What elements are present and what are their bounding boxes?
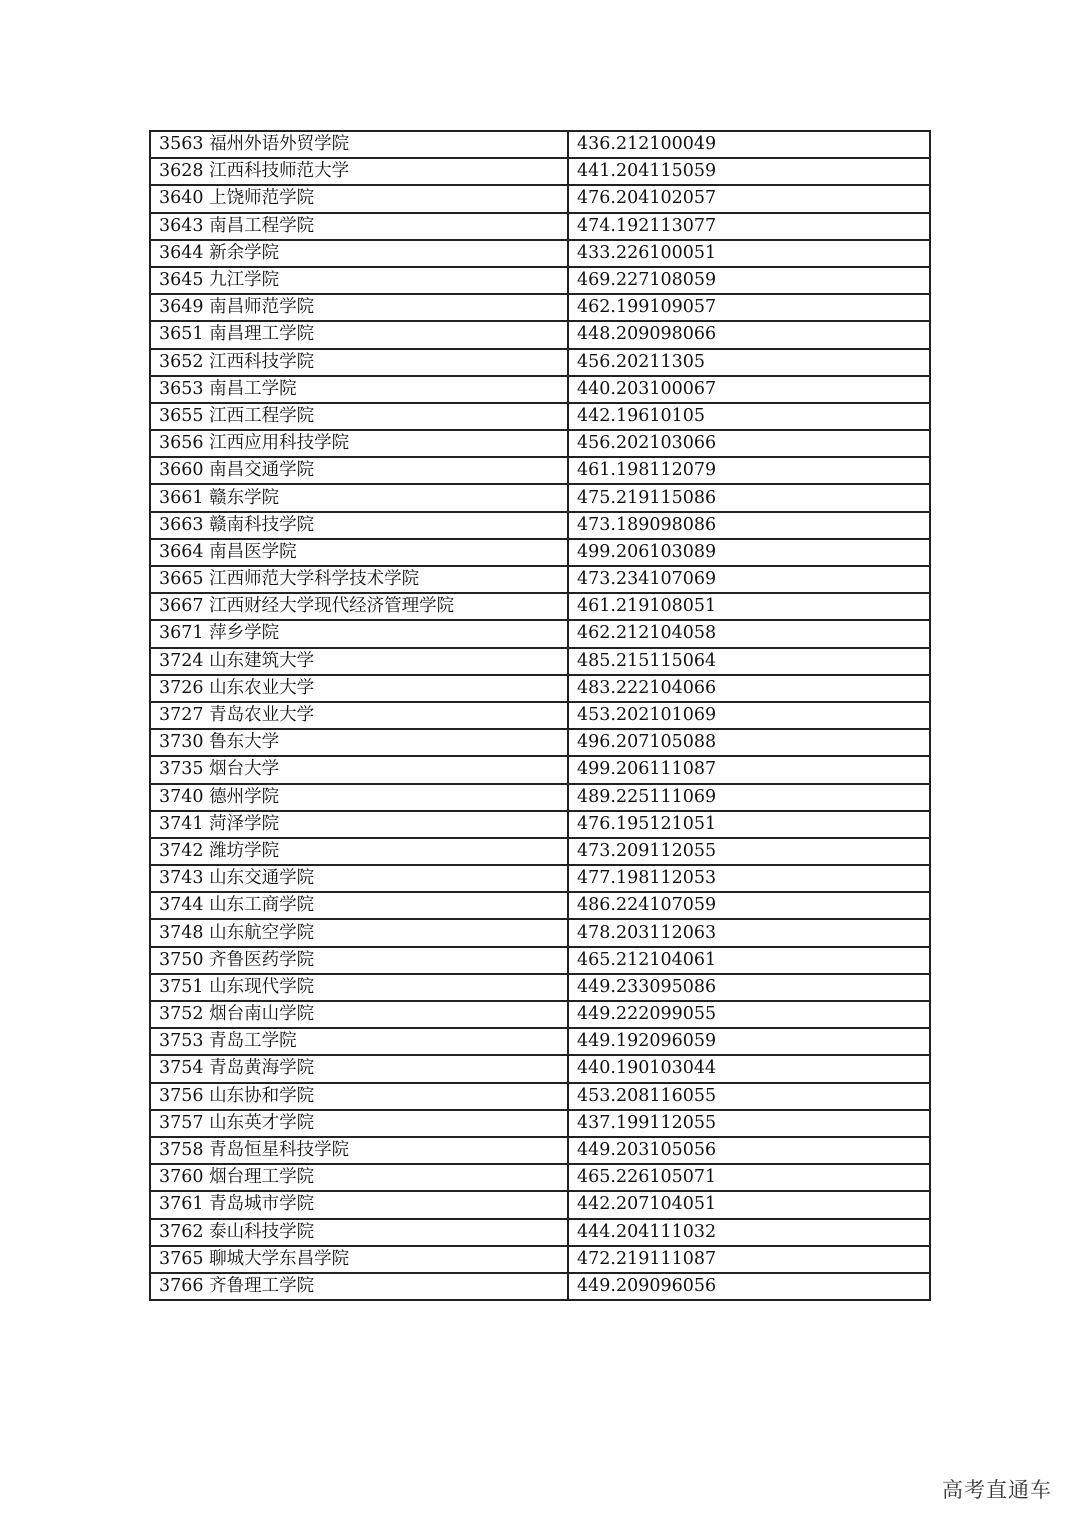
table-row (150, 1273, 930, 1300)
score-cell: 456.20211305 (568, 349, 930, 376)
score-cell: 486.224107059 (568, 892, 930, 919)
institution-cell: 3761 青岛城市学院 (150, 1191, 568, 1218)
score-cell: 477.198112053 (568, 865, 930, 892)
score-cell: 496.207105088 (568, 729, 930, 756)
score-cell: 462.212104058 (568, 620, 930, 647)
score-cell: 474.192113077 (568, 213, 930, 240)
score-cell: 485.215115064 (568, 648, 930, 675)
institution-cell: 3758 青岛恒星科技学院 (150, 1137, 568, 1164)
table-row (150, 620, 930, 647)
score-cell: 449.203105056 (568, 1137, 930, 1164)
institution-cell: 3665 江西师范大学科学技术学院 (150, 566, 568, 593)
score-cell: 449.209096056 (568, 1273, 930, 1300)
table-row (150, 240, 930, 267)
table-row (150, 185, 930, 212)
table-row (150, 947, 930, 974)
institution-cell: 3724 山东建筑大学 (150, 648, 568, 675)
score-cell: 441.204115059 (568, 158, 930, 185)
institution-cell: 3735 烟台大学 (150, 756, 568, 783)
table-row (150, 430, 930, 457)
institution-cell: 3671 萍乡学院 (150, 620, 568, 647)
score-cell: 472.219111087 (568, 1246, 930, 1273)
table-row (150, 403, 930, 430)
score-cell: 442.19610105 (568, 403, 930, 430)
institution-cell: 3741 菏泽学院 (150, 811, 568, 838)
score-cell: 433.226100051 (568, 240, 930, 267)
table-row (150, 1164, 930, 1191)
score-cell: 453.202101069 (568, 702, 930, 729)
score-cell: 465.226105071 (568, 1164, 930, 1191)
score-cell: 478.203112063 (568, 919, 930, 946)
score-cell: 448.209098066 (568, 321, 930, 348)
institution-cell: 3652 江西科技学院 (150, 349, 568, 376)
institution-cell: 3742 潍坊学院 (150, 838, 568, 865)
institution-cell: 3756 山东协和学院 (150, 1083, 568, 1110)
score-cell: 465.212104061 (568, 947, 930, 974)
table-row (150, 919, 930, 946)
table-row (150, 1028, 930, 1055)
table-row (150, 648, 930, 675)
institution-cell: 3644 新余学院 (150, 240, 568, 267)
score-cell: 461.219108051 (568, 593, 930, 620)
score-cell: 449.222099055 (568, 1001, 930, 1028)
table-row (150, 1137, 930, 1164)
score-cell: 476.204102057 (568, 185, 930, 212)
table-row (150, 566, 930, 593)
score-cell: 453.208116055 (568, 1083, 930, 1110)
institution-cell: 3645 九江学院 (150, 267, 568, 294)
institution-cell: 3640 上饶师范学院 (150, 185, 568, 212)
institution-cell: 3740 德州学院 (150, 784, 568, 811)
table-row (150, 1219, 930, 1246)
institution-cell: 3628 江西科技师范大学 (150, 158, 568, 185)
score-cell: 444.204111032 (568, 1219, 930, 1246)
score-cell: 475.219115086 (568, 484, 930, 511)
table-row (150, 1246, 930, 1273)
table-row (150, 457, 930, 484)
table-row (150, 675, 930, 702)
table-row (150, 267, 930, 294)
institution-cell: 3643 南昌工程学院 (150, 213, 568, 240)
score-cell: 449.192096059 (568, 1028, 930, 1055)
institution-cell: 3762 泰山科技学院 (150, 1219, 568, 1246)
table-row (150, 131, 930, 158)
table-row (150, 892, 930, 919)
institution-cell: 3765 聊城大学东昌学院 (150, 1246, 568, 1273)
institution-cell: 3754 青岛黄海学院 (150, 1055, 568, 1082)
institution-cell: 3653 南昌工学院 (150, 376, 568, 403)
score-cell: 483.222104066 (568, 675, 930, 702)
institution-cell: 3563 福州外语外贸学院 (150, 131, 568, 158)
score-cell: 440.203100067 (568, 376, 930, 403)
score-cell: 442.207104051 (568, 1191, 930, 1218)
institution-cell: 3651 南昌理工学院 (150, 321, 568, 348)
table-row (150, 974, 930, 1001)
institution-cell: 3667 江西财经大学现代经济管理学院 (150, 593, 568, 620)
institution-cell: 3751 山东现代学院 (150, 974, 568, 1001)
table-row (150, 321, 930, 348)
table-row (150, 484, 930, 511)
institution-cell: 3766 齐鲁理工学院 (150, 1273, 568, 1300)
score-table-body (150, 131, 930, 1300)
score-cell: 462.199109057 (568, 294, 930, 321)
table-row (150, 729, 930, 756)
institution-cell: 3656 江西应用科技学院 (150, 430, 568, 457)
institution-cell: 3730 鲁东大学 (150, 729, 568, 756)
score-cell: 473.189098086 (568, 512, 930, 539)
score-cell: 440.190103044 (568, 1055, 930, 1082)
institution-cell: 3655 江西工程学院 (150, 403, 568, 430)
table-row (150, 865, 930, 892)
table-row (150, 784, 930, 811)
table-row (150, 756, 930, 783)
score-table (149, 130, 931, 1301)
table-row (150, 702, 930, 729)
table-row (150, 1055, 930, 1082)
institution-cell: 3663 赣南科技学院 (150, 512, 568, 539)
table-row (150, 838, 930, 865)
score-cell: 499.206103089 (568, 539, 930, 566)
score-cell: 473.234107069 (568, 566, 930, 593)
institution-cell: 3743 山东交通学院 (150, 865, 568, 892)
score-cell: 469.227108059 (568, 267, 930, 294)
table-row (150, 593, 930, 620)
table-row (150, 349, 930, 376)
institution-cell: 3660 南昌交通学院 (150, 457, 568, 484)
score-cell: 476.195121051 (568, 811, 930, 838)
table-row (150, 1083, 930, 1110)
score-cell: 437.199112055 (568, 1110, 930, 1137)
score-cell: 436.212100049 (568, 131, 930, 158)
score-cell: 489.225111069 (568, 784, 930, 811)
institution-cell: 3727 青岛农业大学 (150, 702, 568, 729)
table-row (150, 1191, 930, 1218)
institution-cell: 3664 南昌医学院 (150, 539, 568, 566)
institution-cell: 3753 青岛工学院 (150, 1028, 568, 1055)
table-row (150, 512, 930, 539)
score-cell: 499.206111087 (568, 756, 930, 783)
table-row (150, 1110, 930, 1137)
institution-cell: 3757 山东英才学院 (150, 1110, 568, 1137)
table-row (150, 158, 930, 185)
institution-cell: 3750 齐鲁医药学院 (150, 947, 568, 974)
table-row (150, 539, 930, 566)
table-row (150, 811, 930, 838)
table-row (150, 213, 930, 240)
score-cell: 456.202103066 (568, 430, 930, 457)
score-cell: 449.233095086 (568, 974, 930, 1001)
institution-cell: 3649 南昌师范学院 (150, 294, 568, 321)
institution-cell: 3760 烟台理工学院 (150, 1164, 568, 1191)
institution-cell: 3748 山东航空学院 (150, 919, 568, 946)
table-row (150, 1001, 930, 1028)
score-cell: 461.198112079 (568, 457, 930, 484)
institution-cell: 3726 山东农业大学 (150, 675, 568, 702)
score-cell: 473.209112055 (568, 838, 930, 865)
institution-cell: 3661 赣东学院 (150, 484, 568, 511)
institution-cell: 3752 烟台南山学院 (150, 1001, 568, 1028)
watermark-text: 高考直通车 (942, 1478, 1052, 1502)
institution-cell: 3744 山东工商学院 (150, 892, 568, 919)
table-row (150, 376, 930, 403)
table-row (150, 294, 930, 321)
